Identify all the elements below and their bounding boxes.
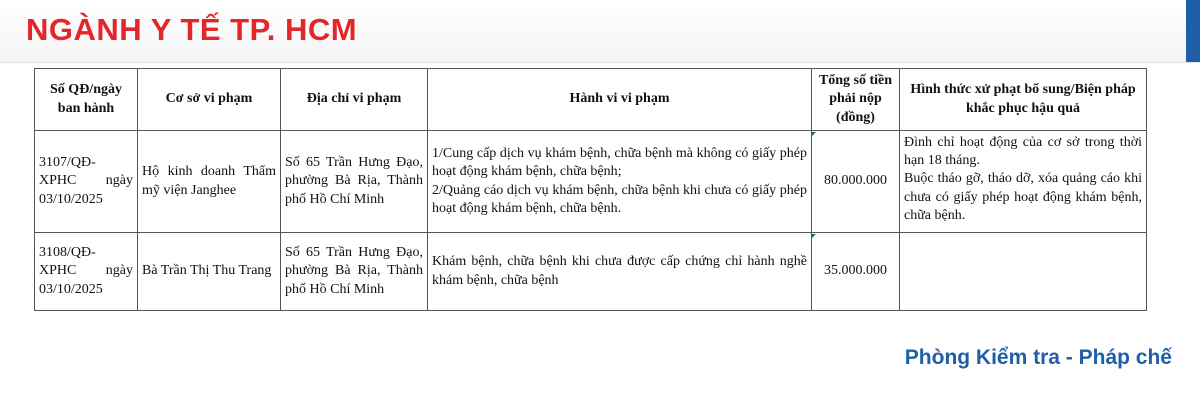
cell-decision: 3108/QĐ-XPHC ngày 03/10/2025: [35, 233, 138, 311]
footer-department: Phòng Kiểm tra - Pháp chế: [904, 346, 1172, 369]
column-header-amount: Tổng số tiền phải nộp (đồng): [812, 69, 900, 131]
column-header-facility: Cơ sở vi phạm: [138, 69, 281, 131]
cell-measures: [900, 233, 1147, 311]
violations-table: [34, 68, 1147, 311]
column-header-violation: Hành vi vi phạm: [428, 69, 812, 131]
column-header-decision: Số QĐ/ngày ban hành: [35, 69, 138, 131]
table-row: [35, 233, 1147, 311]
measure-item: Buộc tháo gỡ, tháo dỡ, xóa quảng cáo khi chưa có giấy phép hoạt động khám bệnh, chữa bệnh.: [904, 171, 1142, 223]
violation-item: 2/Quảng cáo dịch vụ khám bệnh, chữa bệnh khi chưa có giấy phép hoạt động khám bệnh, chữa bệnh.: [432, 182, 807, 216]
cell-facility: Hộ kinh doanh Thẩm mỹ viện Janghee: [138, 131, 281, 233]
cell-amount: 35.000.000: [812, 233, 900, 311]
column-header-address: Địa chỉ vi phạm: [281, 69, 428, 131]
cell-violation: Khám bệnh, chữa bệnh khi chưa được cấp chứng chỉ hành nghề khám bệnh, chữa bệnh: [428, 233, 812, 311]
table-header-row: [35, 69, 1147, 131]
cell-address: Số 65 Trần Hưng Đạo, phường Bà Rịa, Thành phố Hồ Chí Minh: [281, 233, 428, 311]
cell-decision: 3107/QĐ-XPHC ngày 03/10/2025: [35, 131, 138, 233]
violation-item: 1/Cung cấp dịch vụ khám bệnh, chữa bệnh mà không có giấy phép hoạt động khám bệnh, chữa bệnh;: [432, 146, 807, 180]
column-header-measures: Hình thức xử phạt bổ sung/Biện pháp khắc phục hậu quả: [900, 69, 1147, 131]
cell-amount: 80.000.000: [812, 131, 900, 233]
cell-facility: Bà Trần Thị Thu Trang: [138, 233, 281, 311]
table-row: [35, 131, 1147, 233]
measure-item: Đình chỉ hoạt động của cơ sở trong thời hạn 18 tháng.: [904, 135, 1142, 169]
cell-violation: [428, 131, 812, 233]
cell-address: Số 65 Trần Hưng Đạo, phường Bà Rịa, Thành phố Hồ Chí Minh: [281, 131, 428, 233]
header-accent-bar: [1186, 0, 1200, 62]
cell-marker: [811, 234, 816, 239]
header-title: NGÀNH Y TẾ TP. HCM: [26, 12, 358, 47]
cell-measures: [900, 131, 1147, 233]
cell-marker: [811, 132, 816, 137]
slide-header: [0, 0, 1200, 63]
